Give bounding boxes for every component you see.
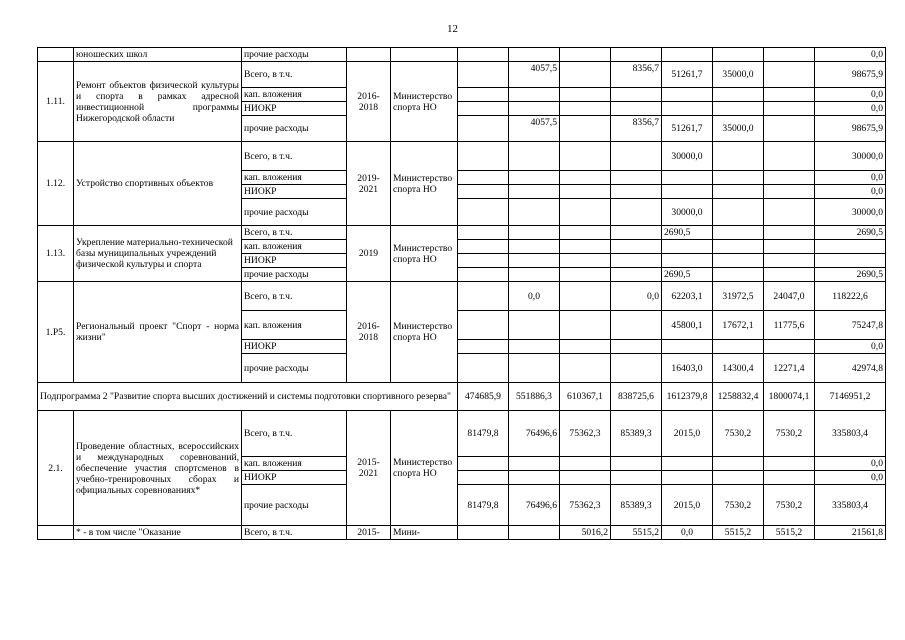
value-cell: 16403,0 — [662, 354, 713, 383]
value-cell — [509, 240, 560, 254]
value-cell: 474685,9 — [458, 383, 509, 411]
value-cell: 5515,2 — [764, 526, 815, 540]
value-cell: 76496,6 — [509, 485, 560, 526]
value-cell — [713, 199, 764, 226]
total-cell: 2690,5 — [815, 226, 886, 240]
expense-type: НИОКР — [242, 471, 347, 485]
value-cell: 75362,3 — [560, 411, 611, 457]
total-cell: 0,0 — [815, 340, 886, 354]
executor: Мини- — [391, 526, 458, 540]
value-cell: 0,0 — [662, 526, 713, 540]
expense-type: прочие расходы — [242, 48, 347, 62]
total-cell: 42974,8 — [815, 354, 886, 383]
value-cell — [458, 240, 509, 254]
expense-type: прочие расходы — [242, 268, 347, 282]
value-cell — [458, 254, 509, 268]
period: 2015-2021 — [347, 411, 391, 526]
value-cell — [458, 88, 509, 102]
expense-type: Всего, в т.ч. — [242, 526, 347, 540]
value-cell — [662, 471, 713, 485]
row-number: 2.1. — [38, 411, 74, 526]
value-cell — [662, 185, 713, 199]
value-cell — [509, 199, 560, 226]
executor: Министерство спорта НО — [391, 282, 458, 383]
total-cell: 21561,8 — [815, 526, 886, 540]
value-cell — [764, 62, 815, 88]
value-cell — [560, 116, 611, 142]
expense-type: кап. вложения — [242, 88, 347, 102]
total-cell: 98675,9 — [815, 116, 886, 142]
table-row — [38, 226, 886, 240]
value-cell — [560, 240, 611, 254]
value-cell — [509, 142, 560, 171]
expense-type: Всего, в т.ч. — [242, 411, 347, 457]
table-row — [38, 282, 886, 311]
value-cell — [662, 240, 713, 254]
value-cell: 8356,7 — [611, 62, 662, 88]
measure-name: юношеских школ — [74, 48, 242, 62]
value-cell — [662, 457, 713, 471]
value-cell — [560, 48, 611, 62]
value-cell — [509, 340, 560, 354]
value-cell: 81479,8 — [458, 485, 509, 526]
total-cell: 118222,6 — [815, 282, 886, 311]
value-cell — [611, 142, 662, 171]
value-cell: 610367,1 — [560, 383, 611, 411]
value-cell: 7530,2 — [713, 485, 764, 526]
value-cell: 24047,0 — [764, 282, 815, 311]
value-cell — [611, 311, 662, 340]
value-cell: 7530,2 — [764, 485, 815, 526]
value-cell: 11775,6 — [764, 311, 815, 340]
value-cell — [764, 48, 815, 62]
value-cell — [611, 457, 662, 471]
value-cell — [713, 142, 764, 171]
value-cell: 4057,5 — [509, 116, 560, 142]
table-row — [38, 48, 886, 62]
expense-type: Всего, в т.ч. — [242, 142, 347, 171]
row-number — [38, 526, 74, 540]
expense-type: кап. вложения — [242, 240, 347, 254]
total-cell: 0,0 — [815, 171, 886, 185]
table-row — [38, 142, 886, 171]
period: 2019 — [347, 226, 391, 282]
value-cell: 5515,2 — [611, 526, 662, 540]
value-cell — [764, 142, 815, 171]
executor: Министерство спорта НО — [391, 142, 458, 226]
value-cell — [509, 268, 560, 282]
expense-type: кап. вложения — [242, 311, 347, 340]
value-cell: 8356,7 — [611, 116, 662, 142]
value-cell — [509, 457, 560, 471]
value-cell — [764, 254, 815, 268]
row-number — [38, 48, 74, 62]
value-cell — [611, 88, 662, 102]
subprogram-title: Подпрограмма 2 "Развитие спорта высших достижений и системы подготовки спортивного резерва" — [38, 383, 458, 411]
value-cell — [611, 340, 662, 354]
period — [347, 48, 391, 62]
value-cell — [713, 48, 764, 62]
value-cell: 7530,2 — [713, 411, 764, 457]
value-cell — [458, 62, 509, 88]
value-cell — [560, 88, 611, 102]
total-cell: 0,0 — [815, 102, 886, 116]
value-cell — [611, 102, 662, 116]
measure-name: Проведение областных, всероссийских и международных соревнований, обеспечение участия спортсменов в учебно-тренировочных сборах и официальных соревнованиях* — [74, 411, 242, 526]
value-cell — [560, 226, 611, 240]
value-cell — [611, 185, 662, 199]
expense-type: НИОКР — [242, 102, 347, 116]
total-cell — [815, 240, 886, 254]
value-cell — [611, 48, 662, 62]
value-cell — [713, 171, 764, 185]
value-cell: 7530,2 — [764, 411, 815, 457]
value-cell: 75362,3 — [560, 485, 611, 526]
budget-table — [37, 47, 886, 540]
value-cell — [560, 185, 611, 199]
expense-type: НИОКР — [242, 254, 347, 268]
value-cell — [458, 282, 509, 311]
value-cell: 0,0 — [611, 282, 662, 311]
value-cell — [560, 102, 611, 116]
value-cell — [662, 254, 713, 268]
value-cell: 12271,4 — [764, 354, 815, 383]
value-cell: 5515,2 — [713, 526, 764, 540]
value-cell: 62203,1 — [662, 282, 713, 311]
value-cell — [560, 282, 611, 311]
total-cell: 98675,9 — [815, 62, 886, 88]
value-cell: 5016,2 — [560, 526, 611, 540]
value-cell — [509, 471, 560, 485]
row-number: 1.12. — [38, 142, 74, 226]
value-cell — [458, 185, 509, 199]
value-cell — [509, 526, 560, 540]
value-cell — [764, 116, 815, 142]
value-cell — [764, 240, 815, 254]
value-cell — [713, 471, 764, 485]
row-number: 1.13. — [38, 226, 74, 282]
value-cell — [458, 268, 509, 282]
value-cell — [560, 268, 611, 282]
value-cell — [560, 199, 611, 226]
row-number: 1.11. — [38, 62, 74, 142]
value-cell — [713, 457, 764, 471]
value-cell — [764, 471, 815, 485]
period: 2019-2021 — [347, 142, 391, 226]
value-cell: 30000,0 — [662, 199, 713, 226]
value-cell: 30000,0 — [662, 142, 713, 171]
value-cell — [764, 340, 815, 354]
value-cell: 85389,3 — [611, 485, 662, 526]
value-cell — [764, 185, 815, 199]
measure-name: Укрепление материально-технической базы муниципальных учреждений физической культуры и спорта — [74, 226, 242, 282]
executor: Министерство спорта НО — [391, 226, 458, 282]
total-cell: 7146951,2 — [815, 383, 886, 411]
total-cell: 0,0 — [815, 48, 886, 62]
value-cell — [611, 199, 662, 226]
value-cell: 2015,0 — [662, 411, 713, 457]
value-cell: 0,0 — [509, 282, 560, 311]
value-cell — [458, 116, 509, 142]
expense-type: кап. вложения — [242, 457, 347, 471]
period: 2016-2018 — [347, 62, 391, 142]
value-cell — [458, 102, 509, 116]
subprogram-row — [38, 383, 886, 411]
expense-type: НИОКР — [242, 340, 347, 354]
expense-type: прочие расходы — [242, 116, 347, 142]
value-cell — [713, 102, 764, 116]
value-cell: 2690,5 — [662, 226, 713, 240]
value-cell — [509, 254, 560, 268]
value-cell — [611, 268, 662, 282]
total-cell: 2690,5 — [815, 268, 886, 282]
value-cell — [509, 311, 560, 340]
value-cell: 1612379,8 — [662, 383, 713, 411]
value-cell — [764, 88, 815, 102]
expense-type: прочие расходы — [242, 199, 347, 226]
value-cell — [764, 171, 815, 185]
value-cell: 76496,6 — [509, 411, 560, 457]
expense-type: НИОКР — [242, 185, 347, 199]
total-cell: 75247,8 — [815, 311, 886, 340]
value-cell — [458, 457, 509, 471]
measure-name: * - в том числе "Оказание — [74, 526, 242, 540]
value-cell: 51261,7 — [662, 116, 713, 142]
value-cell — [713, 240, 764, 254]
value-cell — [458, 199, 509, 226]
value-cell: 14300,4 — [713, 354, 764, 383]
value-cell — [458, 340, 509, 354]
period: 2016-2018 — [347, 282, 391, 383]
value-cell — [458, 142, 509, 171]
value-cell — [560, 354, 611, 383]
value-cell — [713, 268, 764, 282]
value-cell — [764, 226, 815, 240]
value-cell — [458, 471, 509, 485]
period: 2015- — [347, 526, 391, 540]
value-cell — [662, 88, 713, 102]
value-cell — [458, 48, 509, 62]
value-cell — [662, 102, 713, 116]
value-cell — [509, 102, 560, 116]
value-cell — [764, 199, 815, 226]
value-cell — [560, 142, 611, 171]
value-cell — [509, 354, 560, 383]
value-cell — [509, 88, 560, 102]
total-cell: 0,0 — [815, 185, 886, 199]
value-cell: 35000,0 — [713, 62, 764, 88]
value-cell — [560, 311, 611, 340]
executor: Министерство спорта НО — [391, 62, 458, 142]
value-cell — [458, 354, 509, 383]
value-cell: 2015,0 — [662, 485, 713, 526]
page-number: 12 — [447, 23, 458, 35]
value-cell — [611, 354, 662, 383]
value-cell — [611, 254, 662, 268]
measure-name: Ремонт объектов физической культуры и спорта в рамках адресной инвестиционной программы Нижегородской области — [74, 62, 242, 142]
value-cell — [713, 88, 764, 102]
value-cell — [560, 254, 611, 268]
value-cell — [713, 185, 764, 199]
value-cell: 51261,7 — [662, 62, 713, 88]
value-cell — [662, 340, 713, 354]
total-cell — [815, 254, 886, 268]
value-cell — [509, 185, 560, 199]
value-cell — [509, 171, 560, 185]
value-cell — [509, 48, 560, 62]
value-cell — [662, 171, 713, 185]
total-cell: 30000,0 — [815, 199, 886, 226]
value-cell — [560, 171, 611, 185]
value-cell — [458, 311, 509, 340]
value-cell — [560, 471, 611, 485]
value-cell — [764, 102, 815, 116]
value-cell: 4057,5 — [509, 62, 560, 88]
value-cell: 31972,5 — [713, 282, 764, 311]
value-cell — [560, 457, 611, 471]
executor: Министерство спорта НО — [391, 411, 458, 526]
value-cell — [458, 171, 509, 185]
executor — [391, 48, 458, 62]
total-cell: 0,0 — [815, 471, 886, 485]
value-cell: 35000,0 — [713, 116, 764, 142]
value-cell — [611, 171, 662, 185]
total-cell: 0,0 — [815, 457, 886, 471]
value-cell — [509, 226, 560, 240]
value-cell — [560, 340, 611, 354]
table-row — [38, 526, 886, 540]
value-cell: 551886,3 — [509, 383, 560, 411]
value-cell — [713, 340, 764, 354]
value-cell — [713, 254, 764, 268]
row-number: 1.Р5. — [38, 282, 74, 383]
value-cell — [713, 226, 764, 240]
value-cell — [611, 471, 662, 485]
value-cell: 81479,8 — [458, 411, 509, 457]
value-cell: 17672,1 — [713, 311, 764, 340]
expense-type: Всего, в т.ч. — [242, 62, 347, 88]
total-cell: 30000,0 — [815, 142, 886, 171]
total-cell: 335803,4 — [815, 411, 886, 457]
value-cell — [611, 226, 662, 240]
expense-type: кап. вложения — [242, 171, 347, 185]
value-cell — [458, 226, 509, 240]
value-cell: 1800074,1 — [764, 383, 815, 411]
value-cell — [764, 457, 815, 471]
expense-type: прочие расходы — [242, 354, 347, 383]
value-cell — [560, 62, 611, 88]
value-cell: 85389,3 — [611, 411, 662, 457]
value-cell — [458, 526, 509, 540]
table-row — [38, 411, 886, 457]
expense-type: Всего, в т.ч. — [242, 226, 347, 240]
value-cell — [662, 48, 713, 62]
value-cell: 2690,5 — [662, 268, 713, 282]
expense-type: прочие расходы — [242, 485, 347, 526]
value-cell: 45800,1 — [662, 311, 713, 340]
expense-type: Всего, в т.ч. — [242, 282, 347, 311]
value-cell: 1258832,4 — [713, 383, 764, 411]
table-row — [38, 62, 886, 88]
measure-name: Региональный проект "Спорт - норма жизни" — [74, 282, 242, 383]
value-cell — [611, 240, 662, 254]
measure-name: Устройство спортивных объектов — [74, 142, 242, 226]
value-cell — [764, 268, 815, 282]
total-cell: 335803,4 — [815, 485, 886, 526]
total-cell: 0,0 — [815, 88, 886, 102]
value-cell: 838725,6 — [611, 383, 662, 411]
